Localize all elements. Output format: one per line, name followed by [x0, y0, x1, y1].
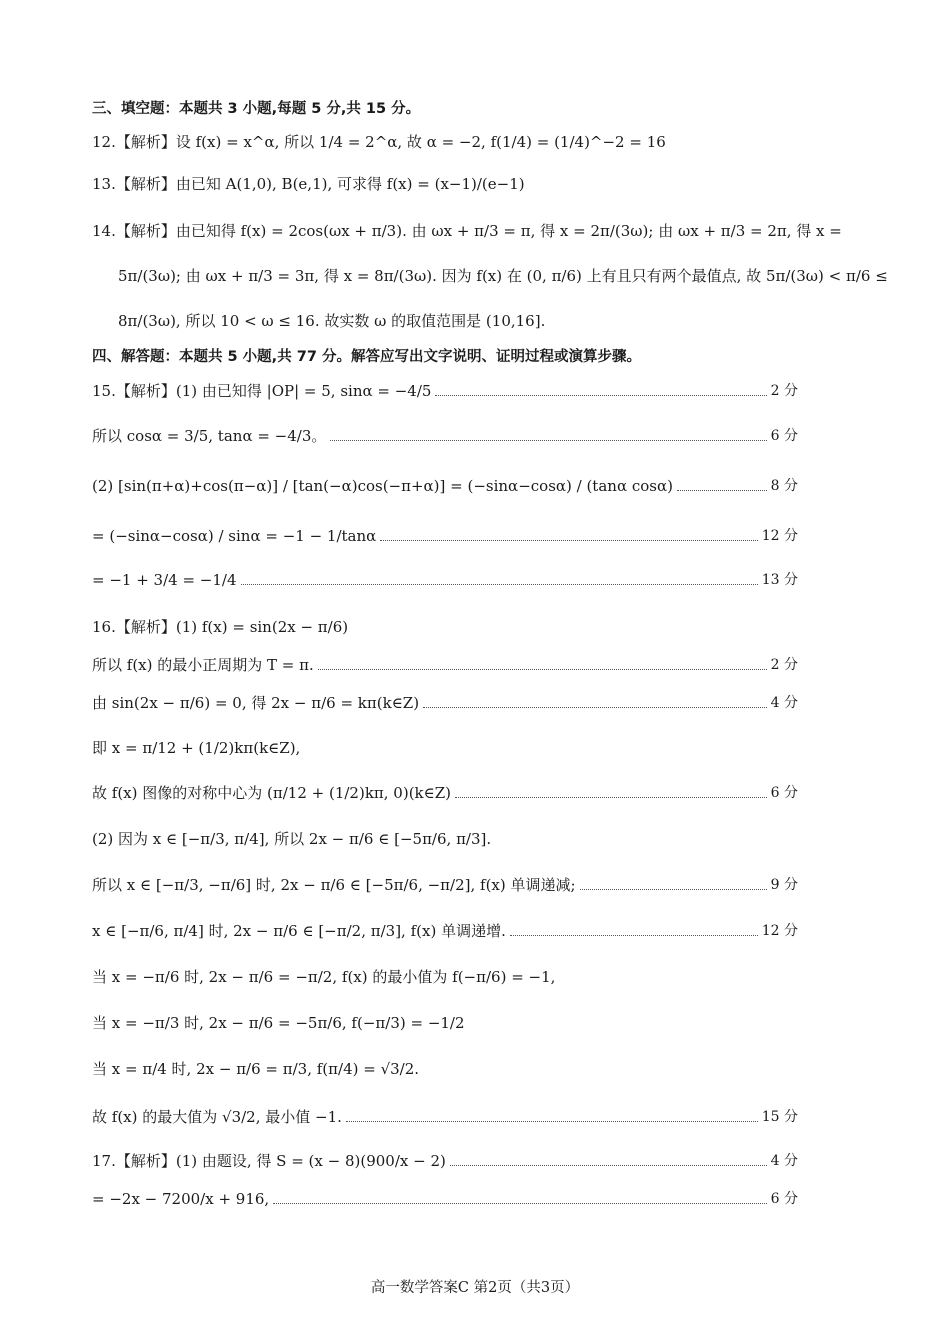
dotted-leader: [423, 707, 767, 708]
q16-step-12-text: 故 f(x) 的最大值为 √3/2, 最小值 −1.: [92, 1108, 342, 1126]
q16-step-1: 16.【解析】(1) f(x) = sin(2x − π/6): [92, 618, 349, 636]
q15-step-1-text: 15.【解析】(1) 由已知得 |OP| = 5, sinα = −4/5: [92, 382, 432, 400]
dotted-leader: [435, 395, 766, 396]
q16-step-4: 即 x = π/12 + (1/2)kπ(k∈Z),: [92, 739, 301, 757]
dotted-leader: [677, 490, 767, 491]
q16-step-7-text: 所以 x ∈ [−π/3, −π/6] 时, 2x − π/6 ∈ [−5π/6, −π/2], f(x) 单调递减;: [92, 876, 576, 894]
q15-step-1-score: 2 分: [770, 383, 798, 399]
dotted-leader: [380, 540, 757, 541]
dotted-leader: [455, 797, 767, 798]
q15-step-1: [92, 381, 798, 401]
q16-step-5: [92, 783, 798, 803]
q17-step-2-text: = −2x − 7200/x + 916,: [92, 1190, 270, 1208]
q16-step-11: 当 x = π/4 时, 2x − π/6 = π/3, f(π/4) = √3/2.: [92, 1060, 420, 1078]
q14-line-2: 5π/(3ω); 由 ωx + π/3 = 3π, 得 x = 8π/(3ω). 因为 f(x) 在 (0, π/6) 上有且只有两个最值点, 故 5π/(3ω) < π/6 ≤: [118, 267, 888, 285]
q15-step-2-text: 所以 cosα = 3/5, tanα = −4/3。: [92, 427, 327, 445]
q15-step-5-score: 13 分: [761, 572, 798, 588]
dotted-leader: [241, 584, 758, 585]
dotted-leader: [273, 1203, 766, 1204]
q15-step-3-score: 8 分: [770, 478, 798, 494]
q17-step-1-text: 17.【解析】(1) 由题设, 得 S = (x − 8)(900/x − 2): [92, 1152, 446, 1170]
q16-step-12: [92, 1107, 798, 1127]
q16-step-10: 当 x = −π/3 时, 2x − π/6 = −5π/6, f(−π/3) = −1/2: [92, 1014, 465, 1032]
q16-step-5-text: 故 f(x) 图像的对称中心为 (π/12 + (1/2)kπ, 0)(k∈Z): [92, 784, 452, 802]
q17-step-2-score: 6 分: [770, 1191, 798, 1207]
q16-step-5-score: 6 分: [770, 785, 798, 801]
q16-step-8-text: x ∈ [−π/6, π/4] 时, 2x − π/6 ∈ [−π/2, π/3], f(x) 单调递增.: [92, 922, 506, 940]
dotted-leader: [330, 440, 766, 441]
section-3-heading: 三、填空题：本题共 3 小题,每题 5 分,共 15 分。: [92, 101, 421, 117]
q15-step-4-score: 12 分: [761, 528, 798, 544]
q16-step-8-score: 12 分: [761, 923, 798, 939]
q17-step-1-score: 4 分: [770, 1153, 798, 1169]
q15-step-3: [92, 476, 798, 496]
q13-solution: 13.【解析】由已知 A(1,0), B(e,1), 可求得 f(x) = (x−1)/(e−1): [92, 175, 525, 193]
q16-step-12-score: 15 分: [761, 1109, 798, 1125]
q16-step-3-score: 4 分: [770, 695, 798, 711]
q15-step-3-text: (2) [sin(π+α)+cos(π−α)] / [tan(−α)cos(−π+α)] = (−sinα−cosα) / (tanα cosα): [92, 477, 673, 495]
q16-step-2-score: 2 分: [770, 657, 798, 673]
q14-line-3: 8π/(3ω), 所以 10 < ω ≤ 16. 故实数 ω 的取值范围是 (10,16].: [118, 312, 546, 330]
q17-step-1: [92, 1151, 798, 1171]
q16-step-7: [92, 875, 798, 895]
dotted-leader: [510, 935, 758, 936]
dotted-leader: [318, 669, 767, 670]
q16-step-3-text: 由 sin(2x − π/6) = 0, 得 2x − π/6 = kπ(k∈Z): [92, 694, 420, 712]
q16-step-2-text: 所以 f(x) 的最小正周期为 T = π.: [92, 656, 314, 674]
q16-step-3: [92, 693, 798, 713]
dotted-leader: [450, 1165, 767, 1166]
section-4-heading: 四、解答题：本题共 5 小题,共 77 分。解答应写出文字说明、证明过程或演算步骤。: [92, 349, 641, 365]
q15-step-2: [92, 426, 798, 446]
q16-step-2: [92, 655, 798, 675]
q15-step-4: [92, 526, 798, 546]
dotted-leader: [580, 889, 767, 890]
q16-step-7-score: 9 分: [770, 877, 798, 893]
q15-step-4-text: = (−sinα−cosα) / sinα = −1 − 1/tanα: [92, 527, 377, 545]
q12-solution: 12.【解析】设 f(x) = x^α, 所以 1/4 = 2^α, 故 α = −2, f(1/4) = (1/4)^−2 = 16: [92, 133, 666, 151]
q16-step-8: [92, 921, 798, 941]
q15-step-2-score: 6 分: [770, 428, 798, 444]
q14-line-1: 14.【解析】由已知得 f(x) = 2cos(ωx + π/3). 由 ωx + π/3 = π, 得 x = 2π/(3ω); 由 ωx + π/3 = 2π, 得 x =: [92, 222, 842, 240]
page-footer: 高一数学答案C 第2页（共3页）: [370, 1280, 580, 1296]
q15-step-5-text: = −1 + 3/4 = −1/4: [92, 571, 237, 589]
q16-step-6: (2) 因为 x ∈ [−π/3, π/4], 所以 2x − π/6 ∈ [−5π/6, π/3].: [92, 830, 492, 848]
q17-step-2: [92, 1189, 798, 1209]
q16-step-9: 当 x = −π/6 时, 2x − π/6 = −π/2, f(x) 的最小值为 f(−π/6) = −1,: [92, 968, 556, 986]
q15-step-5: [92, 570, 798, 590]
dotted-leader: [346, 1121, 758, 1122]
